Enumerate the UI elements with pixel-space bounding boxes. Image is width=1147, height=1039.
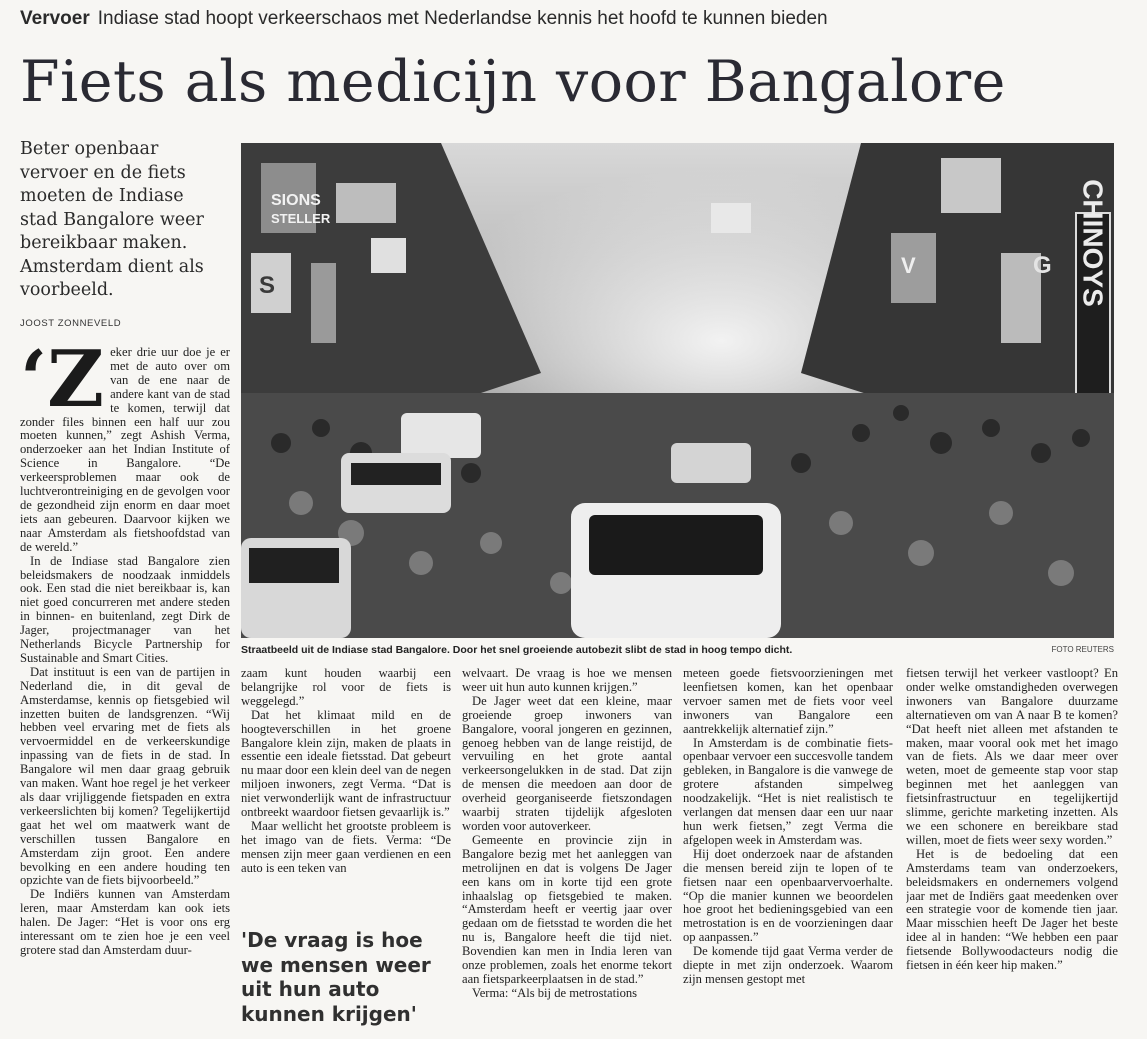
paragraph: Dat het klimaat mild en de hoogteverschillen in het groene Bangalore klein zijn, maken de plaats in essentie een ideale fietsstad. Dat gebeurt nu maar door een klein deel van de negen miljoen inwoners, zegt Verma. “Dat is niet verwonderlijk want de infrastructuur ontbreekt waardoor fietsen gevaarlijk is.” <box>241 707 451 820</box>
sign-chinoys: CHINOYS <box>1077 179 1109 307</box>
paragraph: zaam kunt houden waarbij een belangrijke rol voor de fiets is weggelegd.” <box>241 667 451 708</box>
pull-quote: 'De vraag is hoe we mensen weer uit hun auto kunnen krijgen' <box>241 928 431 1026</box>
paragraph: Maar wellicht het grootste probleem is het imago van de fiets. Verma: “De mensen zijn meer gaan verdienen en een auto is een teken van <box>241 818 451 875</box>
paragraph: Hij doet onderzoek naar de afstanden die mensen bereid zijn te lopen of te fietsen naar een openbaarvervoerhalte. “Op die manier kunnen we beoordelen hoe groot het bedieningsgebied van een metrostation is en de voorzieningen daar op aanpassen.” <box>683 846 893 945</box>
paragraph: Dat instituut is een van de partijen in Nederland die, in dit geval de Amsterdamse, kennis op fietsgebied wil inzetten buiten de landsgrenzen. “Wij hebben veel ervaring met de fiets als vervoermiddel en de verkeerskundige inpassing van de fiets in de stad. In Bangalore wil men daar graag gebruik van maken. Want hoe regel je het verkeer als daar vrijliggende fietspaden en extra verkeerslichten bij komen? Tegelijkertijd gaat het wel om maatwerk want de verschillen tussen Bangalore en Amsterdam zijn groot. Een andere bevolking en een andere houding ten opzichte van de fiets bijvoorbeeld.” <box>20 664 230 888</box>
kicker <box>20 6 1130 32</box>
kicker-text: Indiase stad hoopt verkeerschaos met Nederlandse kennis het hoofd te kunnen bieden <box>97 8 828 29</box>
article-column-1 <box>20 346 230 1036</box>
article-column-2 <box>241 667 451 912</box>
paragraph: eker drie uur doe je er met de auto over om van de ene naar de andere kant van de stad te komen, terwijl dat zonder files binnen een half uur zou moeten kunnen,” zegt Ashish Verma, onderzoeker aan het Indian Institute of Science in Bangalore. “De verkeersproblemen maar ook de luchtverontreiniging en de gevolgen voor de gezondheid zijn enorm en daar moet iets aan gebeuren. Daarvoor kijken we naar Amsterdam als fietshoofdstad van de wereld.” <box>20 346 230 554</box>
dropcap: ‘Z <box>20 346 105 425</box>
photo-credit: FOTO REUTERS <box>1051 645 1114 654</box>
sign-g: G <box>1033 252 1052 279</box>
sign-v: V <box>901 253 916 278</box>
sign-sions: SIONS <box>271 192 321 209</box>
paragraph: De Indiërs kunnen van Amsterdam leren, maar Amsterdam kan ook iets halen. De Jager: “Het is voor ons erg interessant om te zien hoe je een veel grotere stad dan Amsterdam duur- <box>20 887 230 957</box>
street-photo <box>241 143 1114 638</box>
article-column-5 <box>906 667 1118 1037</box>
photo-caption: Straatbeeld uit de Indiase stad Bangalore. Door het snel groeiende autobezit slibt de stad in hoog tempo dicht. <box>241 644 793 656</box>
paragraph: meteen goede fietsvoorzieningen met leenfietsen komen, kan het openbaar vervoer samen met de fiets voor veel inwoners van Bangalore een aantrekkelijk alternatief zijn.” <box>683 667 893 736</box>
paragraph: Verma: “Als bij de metrostations <box>472 985 638 1000</box>
paragraph: fietsen terwijl het verkeer vastloopt? En onder welke omstandigheden overwegen inwoners van Bangalore duurzame alternatieven om van A naar B te komen? “Dat heeft niet alleen met afstanden te maken, maar vooral ook met het imago van de fiets. Als we daar meer over weten, moet de gemeente stap voor stap beginnen met het aanleggen van fietsinfrastructuur en tegelijkertijd slimme, gerichte marketing inzetten. Als we een schonere en bereikbare stad willen, moet de fiets weer sexy worden.” <box>906 667 1118 847</box>
paragraph: welvaart. De vraag is hoe we mensen weer uit hun auto kunnen krijgen.” <box>462 667 672 694</box>
intro-text: Beter openbaar vervoer en de fiets moeten de Indiase stad Bangalore weer bereikbaar maken. Amsterdam dient als voorbeeld. <box>20 139 204 300</box>
byline: JOOST ZONNEVELD <box>20 318 122 329</box>
paragraph: De komende tijd gaat Verma verder de diepte in met zijn onderzoek. Waarom zijn mensen gestopt met <box>683 944 893 986</box>
sign-steller: STELLER <box>271 211 331 226</box>
paragraph: De Jager weet dat een kleine, maar groeiende groep inwoners van Bangalore, vooral jongeren en gezinnen, genoeg hebben van de lange reistijd, de vervuiling en het grote aantal verkeersongelukken in de stad. Dat zijn de mensen die meedoen aan door de overheid georganiseerde fietszondagen waarbij straten tijdelijk afgesloten worden voor autoverkeer. <box>462 693 672 833</box>
headline: Fiets als medicijn voor Bangalore <box>20 49 1006 115</box>
paragraph: Het is de bedoeling dat een Amsterdams team van onderzoekers, beleidsmakers en ondernemers volgend jaar met de Indiërs gaat meedenken over een strategie voor de komende tien jaar. Maar misschien heeft De Jager het beste idee al in handen: “We hebben een paar fietsende Bollywoodacteurs nodig die fietsen in één keer hip maken.” <box>906 846 1118 973</box>
paragraph: In de Indiase stad Bangalore zien beleidsmakers de noodzaak inmiddels ook. Een stad die niet bereikbaar is, kan niet goed concurreren met andere steden in binnen- en buitenland, zegt Dirk de Jager, projectmanager van het Netherlands Bicycle Partnership for Sustainable and Smart Cities. <box>20 553 230 665</box>
sign-s: S <box>259 272 276 299</box>
kicker-label: Vervoer <box>20 8 90 29</box>
paragraph: In Amsterdam is de combinatie fiets-openbaar vervoer een succesvolle tandem gebleken, in Bangalore is die vanwege de grotere afstanden simpelweg noodzakelijk. “Het is niet realistisch te verlangen dat mensen daar een uur naar hun werk fietsen,” zegt Verma die afgelopen week in Amsterdam was. <box>683 735 893 847</box>
paragraph: Gemeente en provincie zijn in Bangalore bezig met het aanleggen van metrolijnen en dat is volgens De Jager een kans om in korte tijd een grote inhaalslag op fietsgebied te maken. “Amsterdam heeft er veertig jaar over gedaan om de fietsstad te worden die het nu is, Bangalore heeft die tijd niet. Bovendien kan men in India leren van onze problemen, zoals het enorme tekort aan fietsparkeerplaatsen in de stad.” <box>462 832 672 986</box>
article-column-4 <box>683 667 893 1037</box>
article-column-3 <box>462 667 672 1037</box>
